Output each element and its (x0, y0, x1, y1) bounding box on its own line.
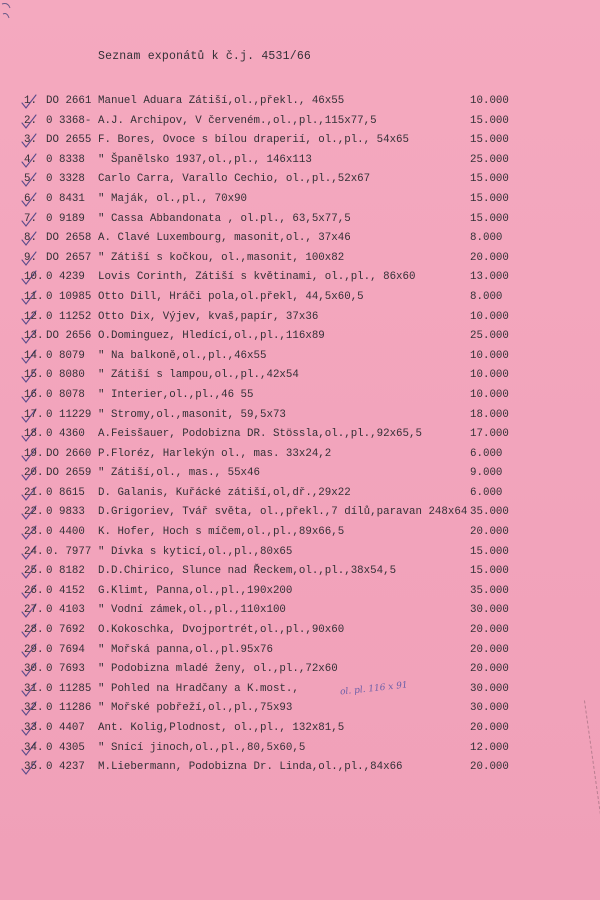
page-title: Seznam exponátů k č.j. 4531/66 (98, 50, 312, 63)
item-number: 34. (24, 741, 44, 754)
item-price: 30.000 (470, 604, 509, 617)
item-price: 20.000 (470, 526, 509, 539)
item-price: 6.000 (470, 447, 503, 460)
list-item (0, 758, 600, 778)
inventory-number: 0 8080 (46, 369, 85, 382)
item-price: 15.000 (470, 134, 509, 147)
inventory-number: DO 2661 (46, 95, 92, 107)
list-item (0, 582, 600, 602)
item-description: " Na balkoně,ol.,pl.,46x55 (98, 349, 267, 362)
inventory-number: 0 10985 (46, 290, 92, 303)
list-item (0, 523, 600, 543)
inventory-number: 0 8431 (46, 192, 85, 205)
item-price: 20.000 (470, 722, 509, 734)
item-number: 30. (24, 663, 44, 676)
item-description: D.Grigoriev, Tvář světa, ol.,překl.,7 dílů,paravan 248x64 (98, 506, 468, 519)
list-item (0, 406, 600, 426)
inventory-number: 0 9189 (46, 212, 85, 225)
item-price: 30.000 (470, 702, 509, 715)
item-description: A. Clavé Luxembourg, masonit,ol., 37x46 (98, 232, 351, 245)
list-item (0, 464, 600, 484)
item-number: 33. (24, 722, 44, 734)
inventory-number: 0 4360 (46, 428, 85, 441)
item-description: " Snící jinoch,ol.,pl.,80,5x60,5 (98, 741, 306, 754)
list-item (0, 641, 600, 661)
list-item (0, 112, 600, 132)
item-description: " Zátiší s kočkou, ol.,masonit, 100x82 (98, 251, 345, 264)
item-number: 4. (24, 153, 37, 166)
item-price: 10.000 (470, 369, 509, 382)
item-description: " Mořské pobřeží,ol.,pl.,75x93 (98, 702, 293, 715)
inventory-number: 0 4152 (46, 584, 85, 597)
item-price: 20.000 (470, 663, 509, 676)
list-item (0, 347, 600, 367)
item-price: 9.000 (470, 467, 503, 480)
inventory-number: 0 4103 (46, 604, 85, 617)
item-number: 13. (24, 330, 44, 343)
item-price: 10.000 (470, 95, 509, 107)
list-item (0, 92, 600, 112)
item-description: Otto Dill, Hráči pola,ol.překl, 44,5x60,5 (98, 290, 364, 303)
inventory-number: 0 11286 (46, 702, 92, 715)
item-description: " Vodní zámek,ol.,pl.,110x100 (98, 604, 286, 617)
inventory-number: DO 2656 (46, 330, 92, 343)
inventory-number: DO 2660 (46, 447, 92, 460)
list-item (0, 719, 600, 739)
list-item (0, 366, 600, 386)
inventory-number: 0 3328 (46, 173, 85, 186)
item-description: A.Feisšauer, Podobizna DR. Stössla,ol.,pl.,92x65,5 (98, 428, 422, 441)
item-number: 16. (24, 388, 44, 401)
item-number: 22. (24, 506, 44, 519)
item-price: 8.000 (470, 290, 503, 303)
item-price: 25.000 (470, 153, 509, 166)
item-price: 17.000 (470, 428, 509, 441)
list-item (0, 601, 600, 621)
item-number: 24. (24, 545, 44, 558)
item-number: 7. (24, 212, 37, 225)
inventory-number: 0 9833 (46, 506, 85, 519)
list-item (0, 445, 600, 465)
item-price: 20.000 (470, 624, 509, 637)
item-price: 12.000 (470, 741, 509, 754)
list-item (0, 288, 600, 308)
inventory-number: 0 4305 (46, 741, 85, 754)
item-price: 10.000 (470, 349, 509, 362)
item-description: Otto Dix, Výjev, kvaš,papír, 37x36 (98, 310, 319, 323)
item-price: 6.000 (470, 486, 503, 499)
item-description: Lovis Corinth, Zátiší s květinami, ol.,pl., 86x60 (98, 271, 416, 284)
item-price: 15.000 (470, 212, 509, 225)
item-number: 9. (24, 251, 37, 264)
list-item (0, 170, 600, 190)
item-number: 14. (24, 349, 44, 362)
item-number: 27. (24, 604, 44, 617)
item-description: D.D.Chirico, Slunce nad Řeckem,ol.,pl.,38x54,5 (98, 565, 397, 578)
item-description: Carlo Carra, Varallo Cechio, ol.,pl.,52x67 (98, 173, 371, 186)
item-description: O.Kokoschka, Dvojportrét,ol.,pl.,90x60 (98, 624, 345, 637)
item-number: 10. (24, 271, 44, 284)
item-number: 19. (24, 447, 44, 460)
exhibit-list (0, 92, 600, 778)
list-item (0, 151, 600, 171)
inventory-number: 0 8182 (46, 565, 85, 578)
item-number: 6. (24, 192, 37, 205)
item-number: 15. (24, 369, 44, 382)
item-number: 23. (24, 526, 44, 539)
inventory-number: 0 11285 (46, 682, 92, 695)
item-number: 3. (24, 134, 37, 147)
item-description: P.Floréz, Harlekýn ol., mas. 33x24,2 (98, 447, 332, 460)
item-price: 15.000 (470, 114, 509, 127)
inventory-number: DO 2655 (46, 134, 92, 147)
item-number: 31. (24, 682, 44, 695)
item-number: 35. (24, 761, 44, 774)
item-price: 15.000 (470, 192, 509, 205)
list-item (0, 562, 600, 582)
item-number: 25. (24, 565, 44, 578)
list-item (0, 425, 600, 445)
item-description: K. Hofer, Hoch s míčem,ol.,pl.,89x66,5 (98, 526, 345, 539)
item-price: 35.000 (470, 506, 509, 519)
item-description: " Maják, ol.,pl., 70x90 (98, 192, 248, 205)
item-description: " Cassa Abbandonata , ol.pl., 63,5x77,5 (98, 212, 351, 225)
item-price: 15.000 (470, 565, 509, 578)
inventory-number: 0 11229 (46, 408, 92, 421)
item-price: 20.000 (470, 251, 509, 264)
list-item (0, 308, 600, 328)
list-item (0, 739, 600, 759)
item-description: Manuel Aduara Zátiší,ol.,překl., 46x55 (98, 95, 345, 107)
item-price: 10.000 (470, 388, 509, 401)
item-number: 28. (24, 624, 44, 637)
inventory-number: 0 8078 (46, 388, 85, 401)
item-number: 29. (24, 643, 44, 656)
item-description: " Podobizna mladé ženy, ol.,pl.,72x60 (98, 663, 338, 676)
item-number: 12. (24, 310, 44, 323)
inventory-number: 0. 7977 (46, 545, 92, 558)
item-description: " Zátiší s lampou,ol.,pl.,42x54 (98, 369, 299, 382)
item-number: 2. (24, 114, 37, 127)
item-description: " Interier,ol.,pl.,46 55 (98, 388, 254, 401)
item-price: 35.000 (470, 584, 509, 597)
item-price: 15.000 (470, 545, 509, 558)
list-item (0, 503, 600, 523)
item-price: 13.000 (470, 271, 509, 284)
item-price: 20.000 (470, 643, 509, 656)
inventory-number: 0 4400 (46, 526, 85, 539)
item-description: F. Bores, Ovoce s bílou draperií, ol.,pl., 54x65 (98, 134, 410, 147)
item-description: Ant. Kolig,Plodnost, ol.,pl., 132x81,5 (98, 722, 345, 734)
inventory-number: 0 4407 (46, 722, 85, 734)
list-item (0, 680, 600, 700)
item-description: G.Klimt, Panna,ol.,pl.,190x200 (98, 584, 293, 597)
item-price: 30.000 (470, 682, 509, 695)
item-number: 8. (24, 232, 37, 245)
inventory-number: 0 8615 (46, 486, 85, 499)
list-item (0, 484, 600, 504)
list-item (0, 210, 600, 230)
inventory-number: 0 7694 (46, 643, 85, 656)
handwritten-note: ol. pl. 116 x 91 (339, 680, 409, 698)
item-price: 8.000 (470, 232, 503, 245)
list-item (0, 386, 600, 406)
item-description: " Mořská panna,ol.,pl.95x76 (98, 643, 273, 656)
list-item (0, 543, 600, 563)
item-number: 11. (24, 290, 44, 303)
item-number: 5. (24, 173, 37, 186)
item-description: " Španělsko 1937,ol.,pl., 146x113 (98, 153, 312, 166)
inventory-number: 0 3368- (46, 114, 92, 127)
item-price: 18.000 (470, 408, 509, 421)
inventory-number: 0 4239 (46, 271, 85, 284)
item-price: 20.000 (470, 761, 509, 774)
item-description: M.Liebermann, Podobizna Dr. Linda,ol.,pl.,84x66 (98, 761, 403, 774)
list-item (0, 699, 600, 719)
list-item (0, 660, 600, 680)
item-number: 21. (24, 486, 44, 499)
inventory-number: 0 7692 (46, 624, 85, 637)
inventory-number: 0 8338 (46, 153, 85, 166)
corner-pencil-mark (0, 0, 20, 24)
item-description: A.J. Archipov, V červeném.,ol.,pl.,115x77,5 (98, 114, 377, 127)
list-item (0, 131, 600, 151)
list-item (0, 229, 600, 249)
item-number: 20. (24, 467, 44, 480)
item-number: 1. (24, 95, 37, 107)
item-description: " Stromy,ol.,masonit, 59,5x73 (98, 408, 286, 421)
inventory-number: 0 11252 (46, 310, 92, 323)
list-item (0, 327, 600, 347)
item-price: 15.000 (470, 173, 509, 186)
item-number: 26. (24, 584, 44, 597)
item-number: 17. (24, 408, 44, 421)
item-description: " Dívka s kyticí,ol.,pl.,80x65 (98, 545, 293, 558)
item-description: D. Galanis, Kuřácké zátiší,ol,dř.,29x22 (98, 486, 351, 499)
list-item (0, 621, 600, 641)
inventory-number: 0 4237 (46, 761, 85, 774)
item-number: 18. (24, 428, 44, 441)
inventory-number: DO 2658 (46, 232, 92, 245)
inventory-number: 0 8079 (46, 349, 85, 362)
list-item (0, 249, 600, 269)
list-item (0, 190, 600, 210)
inventory-number: DO 2659 (46, 467, 92, 480)
item-description: O.Dominguez, Hledící,ol.,pl.,116x89 (98, 330, 325, 343)
inventory-number: 0 7693 (46, 663, 85, 676)
item-price: 25.000 (470, 330, 509, 343)
inventory-number: DO 2657 (46, 251, 92, 264)
item-description: " Pohled na Hradčany a K.most., (98, 682, 299, 695)
item-number: 32. (24, 702, 44, 715)
list-item (0, 268, 600, 288)
item-price: 10.000 (470, 310, 509, 323)
item-description: " Zátiší,ol., mas., 55x46 (98, 467, 260, 480)
